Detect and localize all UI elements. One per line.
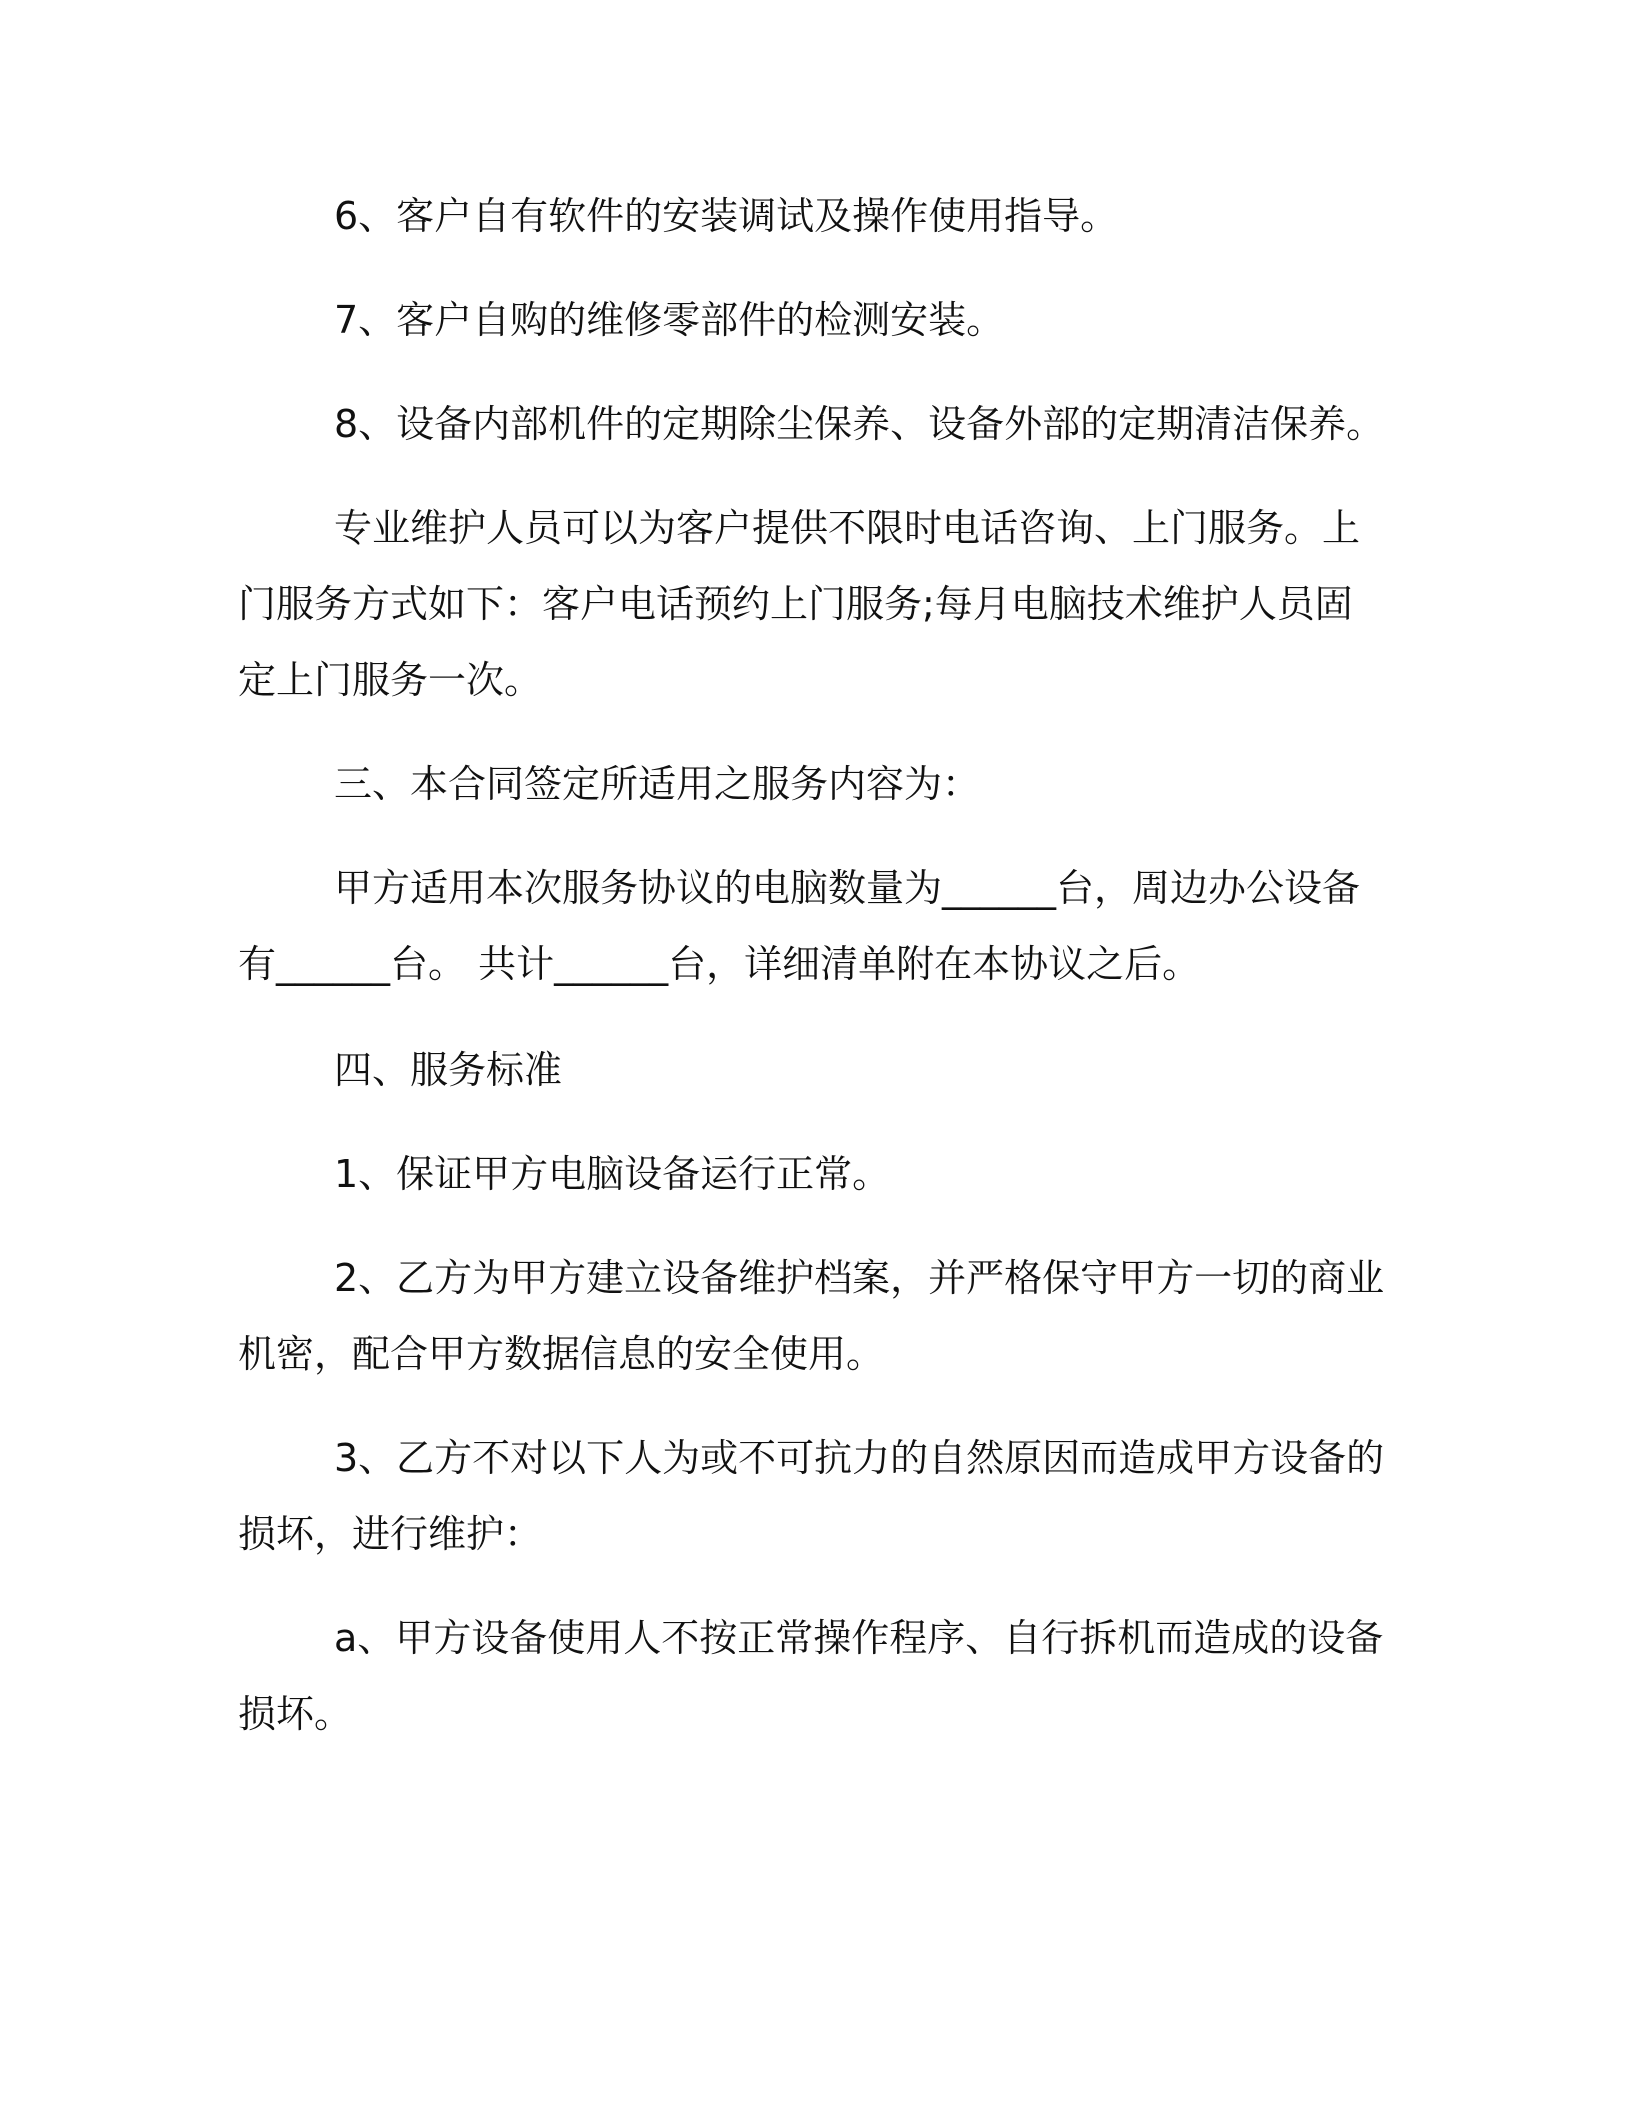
standard-item-1: 1、保证甲方电脑设备运行正常。 <box>334 1152 891 1196</box>
section-four-heading: 四、服务标准 <box>334 1048 563 1092</box>
standard-item-3: 3、乙方不对以下人为或不可抗力的自然原因而造成甲方设备的损坏，进行维护： <box>238 1436 1385 1556</box>
paragraph-item-6: 6、客户自有软件的安装调试及操作使用指导。 <box>334 194 1119 238</box>
paragraph-item-7: 7、客户自购的维修零部件的检测安装。 <box>334 298 1005 342</box>
standard-item-a: a、甲方设备使用人不按正常操作程序、自行拆机而造成的设备损坏。 <box>238 1616 1384 1736</box>
paragraph-item-8: 8、设备内部机件的定期除尘保养、设备外部的定期清洁保养。 <box>334 402 1385 446</box>
service-description-paragraph: 专业维护人员可以为客户提供不限时电话咨询、上门服务。上门服务方式如下：客户电话预约上门服务;每月电脑技术维护人员固定上门服务一次。 <box>238 506 1361 702</box>
section-three-heading: 三、本合同签定所适用之服务内容为： <box>334 762 981 806</box>
standard-item-2: 2、乙方为甲方建立设备维护档案，并严格保守甲方一切的商业机密，配合甲方数据信息的安全使用。 <box>238 1256 1385 1376</box>
equipment-count-paragraph: 甲方适用本次服务协议的电脑数量为______台，周边办公设备有______台。 共计______台，详细清单附在本协议之后。 <box>238 866 1361 986</box>
